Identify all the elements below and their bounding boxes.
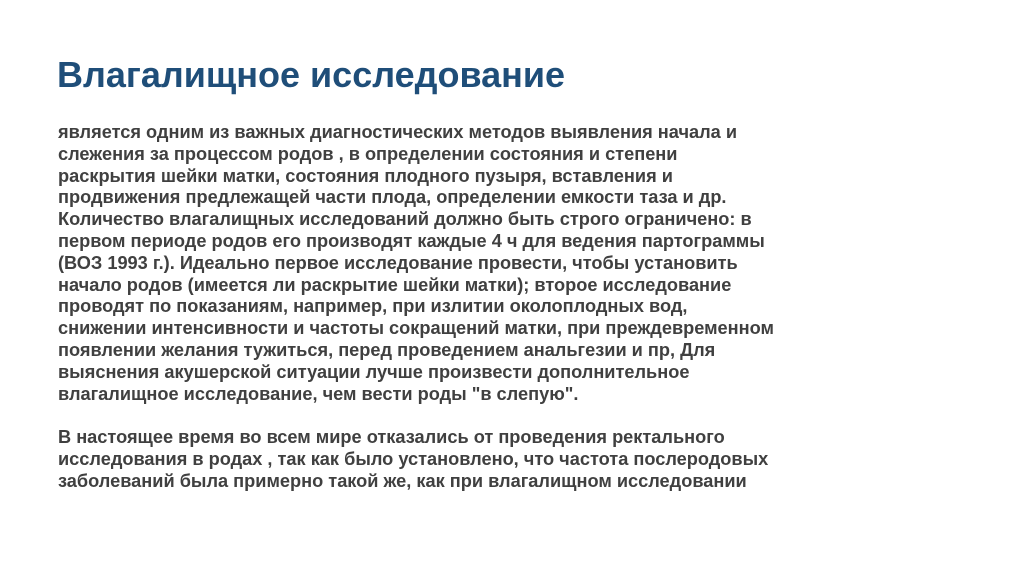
text-line: первом периоде родов его производят каждые 4 ч для ведения партограммы (58, 230, 765, 251)
text-line: выяснения акушерской ситуации лучше произвести дополнительное (58, 361, 690, 382)
text-line: заболеваний была примерно такой же, как при влагалищном исследовании (58, 470, 747, 491)
text-line: продвижения предлежащей части плода, определении емкости таза и др. (58, 187, 727, 208)
slide-title: Влагалищное исследование (57, 54, 566, 95)
text-line: появлении желания тужиться, перед проведением анальгезии и пр, Для (58, 339, 716, 360)
text-line: является одним из важных диагностических методов выявления начала и (58, 122, 738, 142)
text-line: слежения за процессом родов , в определении состояния и степени (58, 143, 678, 164)
text-line: (ВОЗ 1993 г.). Идеально первое исследование провести, чтобы установить (58, 252, 738, 273)
text-line: снижении интенсивности и частоты сокращений матки, при преждевременном (58, 318, 774, 339)
body-paragraph-1 (58, 122, 978, 405)
text-line: Количество влагалищных исследований должно быть строго ограничено: в (58, 209, 752, 230)
body-paragraph-2 (58, 427, 978, 492)
text-line: начало родов (имеется ли раскрытие шейки матки); второе исследование (58, 274, 732, 295)
text-line: проводят по показаниям, например, при излитии околоплодных вод, (58, 296, 688, 317)
slide-body (58, 122, 978, 493)
text-line: раскрытия шейки матки, состояния плодного пузыря, вставления и (58, 165, 673, 186)
text-line: исследования в родах , так как было установлено, что частота послеродовых (58, 449, 769, 470)
text-line: В настоящее время во всем мире отказались от проведения ректального (58, 427, 725, 448)
text-line: влагалищное исследование, чем вести роды "в слепую". (58, 383, 579, 404)
